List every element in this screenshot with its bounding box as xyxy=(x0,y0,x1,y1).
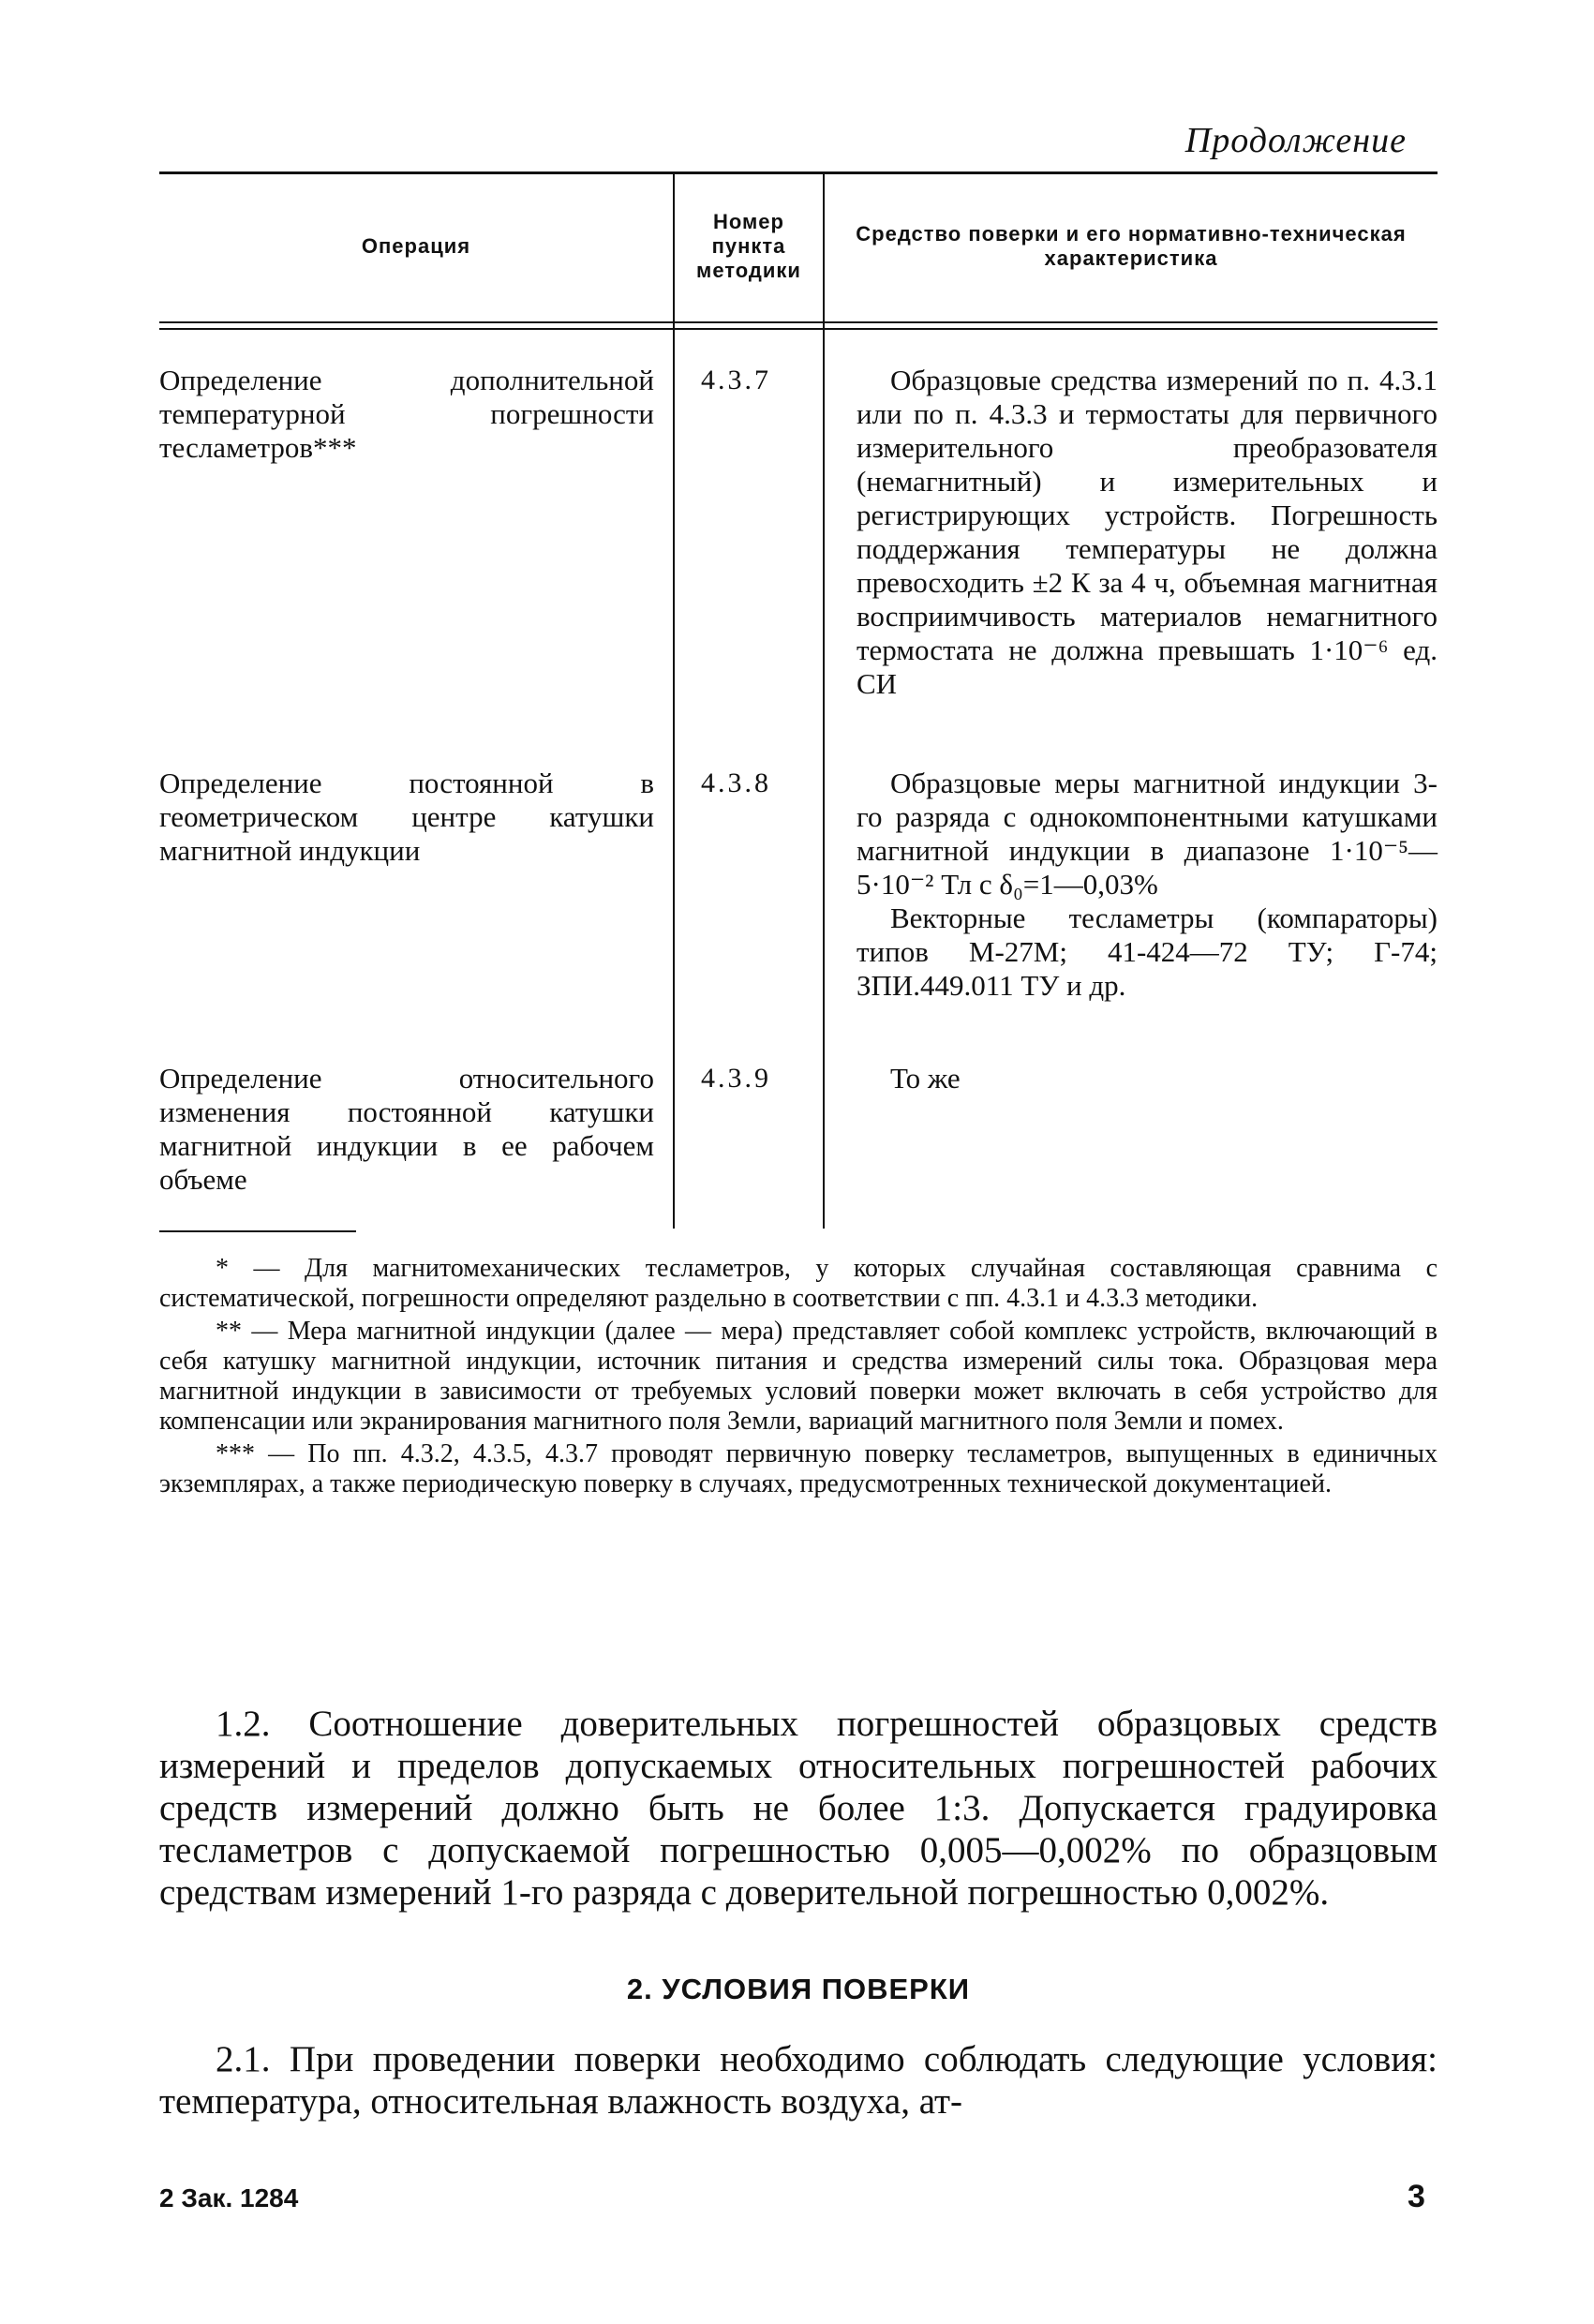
footnote-separator xyxy=(159,1230,356,1232)
row-1-number: 4.3.7 xyxy=(701,365,771,395)
footnote-2: ** — Мера магнитной индукции (далее — мера) представляет собой комплекс устройств, включающий в себя катушку магнитной индукции, источник питания и средства измерений силы тока. Образцовая мера магнитной индукции в зависимости от требуемых условий поверки может включать в себя устройство для компенсации или экранирования магнитного поля Земли, вариаций магнитного поля Земли и помех. xyxy=(159,1317,1438,1436)
column-divider xyxy=(673,171,675,1229)
header-rule xyxy=(159,321,1438,323)
row-1-means xyxy=(857,364,1438,701)
row-2-number: 4.3.8 xyxy=(701,767,771,798)
section-title: 2. УСЛОВИЯ ПОВЕРКИ xyxy=(626,1973,971,2005)
column-header-number: Номер пункта методики xyxy=(696,210,801,282)
row-2-means xyxy=(857,767,1438,1003)
paragraph-1-2: 1.2. Соотношение доверительных погрешностей образцовых средств измерений и пределов допускаемых относительных погрешностей рабочих средств измерений должно быть не более 1:3. Допускается градуировка тесламетров с допускаемой погрешностью 0,005—0,002% по образцовым средствам измерений 1-го разряда с доверительной погрешностью 0,002%. xyxy=(159,1704,1438,1913)
row-2-means-text-2: Векторные тесламетры (компараторы) типов М-27М; 41-424—72 ТУ; Г-74; ЗПИ.449.011 ТУ и др. xyxy=(857,901,1438,1002)
column-header-means: Средство поверки и его нормативно-техническая характеристика xyxy=(856,222,1407,270)
paragraph-2-1: 2.1. При проведении поверки необходимо соблюдать следующие условия: температура, относительная влажность воздуха, ат- xyxy=(159,2039,1438,2122)
row-1-operation: Определение дополнительной температурной погрешности тесламетров*** xyxy=(159,364,654,464)
row-3-operation: Определение относительного изменения постоянной катушки магнитной индукции в ее рабочем объеме xyxy=(159,1062,654,1196)
footnotes xyxy=(159,1254,1438,1502)
continued-label: Продолжение xyxy=(1184,121,1407,160)
column-header-operation: Операция xyxy=(361,234,471,258)
footer-order-number: 2 Зак. 1284 xyxy=(159,2183,299,2212)
footnote-3: *** — По пп. 4.3.2, 4.3.5, 4.3.7 проводят первичную поверку тесламетров, выпущенных в единичных экземплярах, а также периодическую поверку в случаях, предусмотренных технической документацией. xyxy=(159,1439,1438,1498)
row-3-means xyxy=(857,1062,1438,1095)
page-number: 3 xyxy=(1408,2179,1425,2214)
footnote-1: * — Для магнитомеханических тесламетров, у которых случайная составляющая сравнима с систематической, погрешности определяют раздельно в соответствии с пп. 4.3.1 и 4.3.3 методики. xyxy=(159,1254,1438,1313)
header-rule xyxy=(159,328,1438,330)
row-2-means-text-1: Образцовые меры магнитной индукции 3-го разряда с однокомпонентными катушками магнитной индукции в диапазоне 1·10⁻⁵—5·10⁻² Тл с δ₀=1—0,03% xyxy=(857,767,1438,901)
row-3-means-text: То же xyxy=(890,1062,961,1095)
row-2-operation: Определение постоянной в геометрическом центре катушки магнитной индукции xyxy=(159,767,654,867)
row-1-means-text: Образцовые средства измерений по п. 4.3.1 или по п. 4.3.3 и термостаты для первичного измерительного преобразователя (немагнитный) и измерительных и регистрирующих устройств. Погрешность поддержания температуры не должна превосходить ±2 К за 4 ч, объемная магнитная восприимчивость материалов немагнитного термостата не должна превышать 1·10⁻⁶ ед. СИ xyxy=(857,364,1438,700)
row-3-number: 4.3.9 xyxy=(701,1063,771,1094)
column-divider xyxy=(823,171,825,1229)
